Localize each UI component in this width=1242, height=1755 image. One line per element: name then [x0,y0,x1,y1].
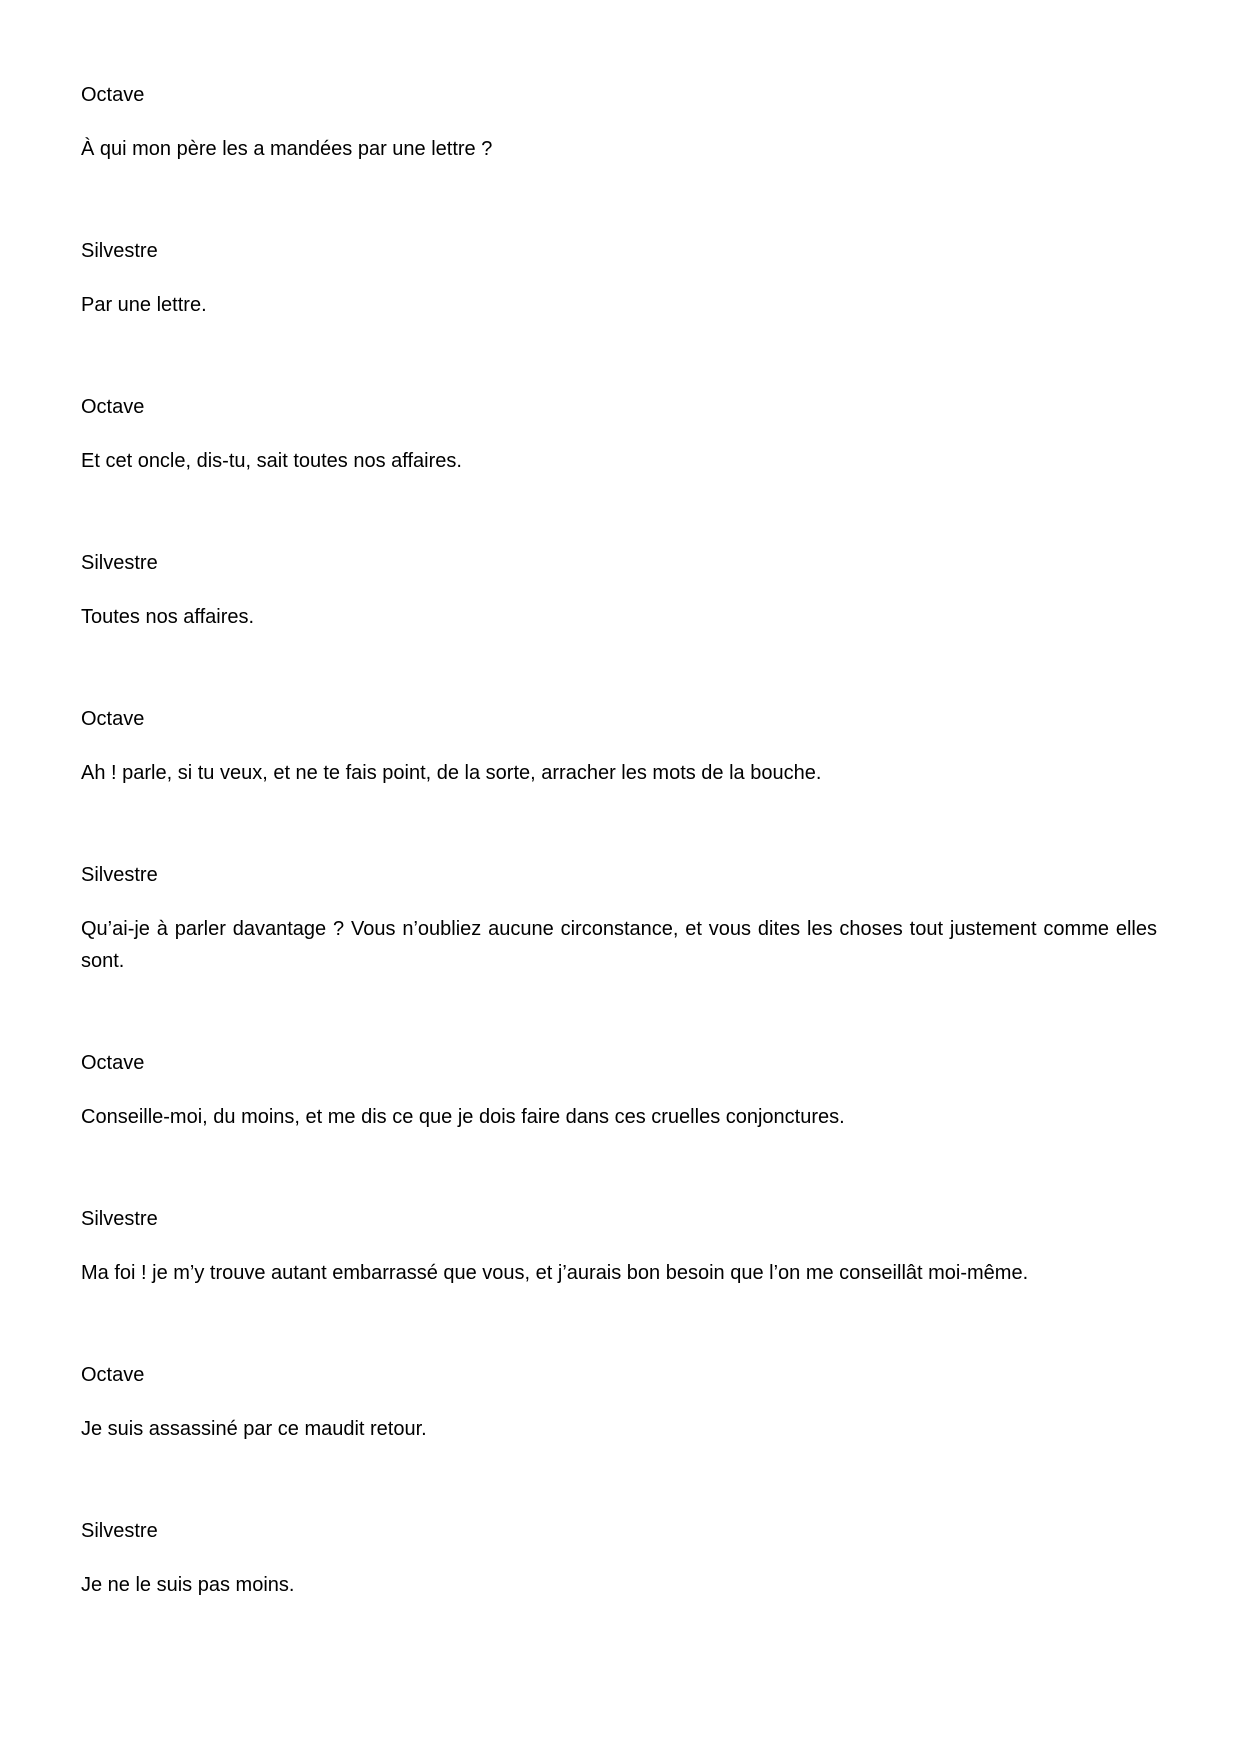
speaker-name: Silvestre [81,864,158,886]
speaker-name: Silvestre [81,1520,158,1542]
dialogue-entry [81,81,1157,160]
speaker-name: Octave [81,1052,145,1074]
dialogue-line: Toutes nos affaires. [81,606,255,628]
speaker-name: Octave [81,84,145,106]
speaker-name: Silvestre [81,240,158,262]
dialogue-entry [81,1205,1157,1284]
dialogue-line: Conseille-moi, du moins, et me dis ce que je dois faire dans ces cruelles conjonctures. [81,1106,845,1128]
dialogue-line: Je suis assassiné par ce maudit retour. [81,1418,427,1440]
dialogue-entry [81,705,1157,784]
dialogue-line: Ah ! parle, si tu veux, et ne te fais point, de la sorte, arracher les mots de la bouche. [81,762,822,784]
speaker-name: Octave [81,1364,145,1386]
dialogue-line: Qu’ai-je à parler davantage ? Vous n’oubliez aucune circonstance, et vous dites les choses tout justement comme elles sont. [81,918,1157,972]
dialogue-line: Et cet oncle, dis-tu, sait toutes nos affaires. [81,450,462,472]
dialogue-entry [81,1361,1157,1440]
speaker-name: Silvestre [81,552,158,574]
speaker-name: Octave [81,396,145,418]
speaker-name: Silvestre [81,1208,158,1230]
dialogue-entry [81,549,1157,628]
dialogue-line: Par une lettre. [81,294,207,316]
dialogue-line: Ma foi ! je m’y trouve autant embarrassé que vous, et j’aurais bon besoin que l’on me conseillât moi-même. [81,1262,1029,1284]
dialogue-line: Je ne le suis pas moins. [81,1574,295,1596]
speaker-name: Octave [81,708,145,730]
dialogue-entry [81,861,1157,972]
dialogue-entry [81,1517,1157,1596]
dialogue-entry [81,237,1157,316]
dialogue-line: À qui mon père les a mandées par une lettre ? [81,138,493,160]
dialogue-entry [81,1049,1157,1128]
dialogue-entry [81,393,1157,472]
